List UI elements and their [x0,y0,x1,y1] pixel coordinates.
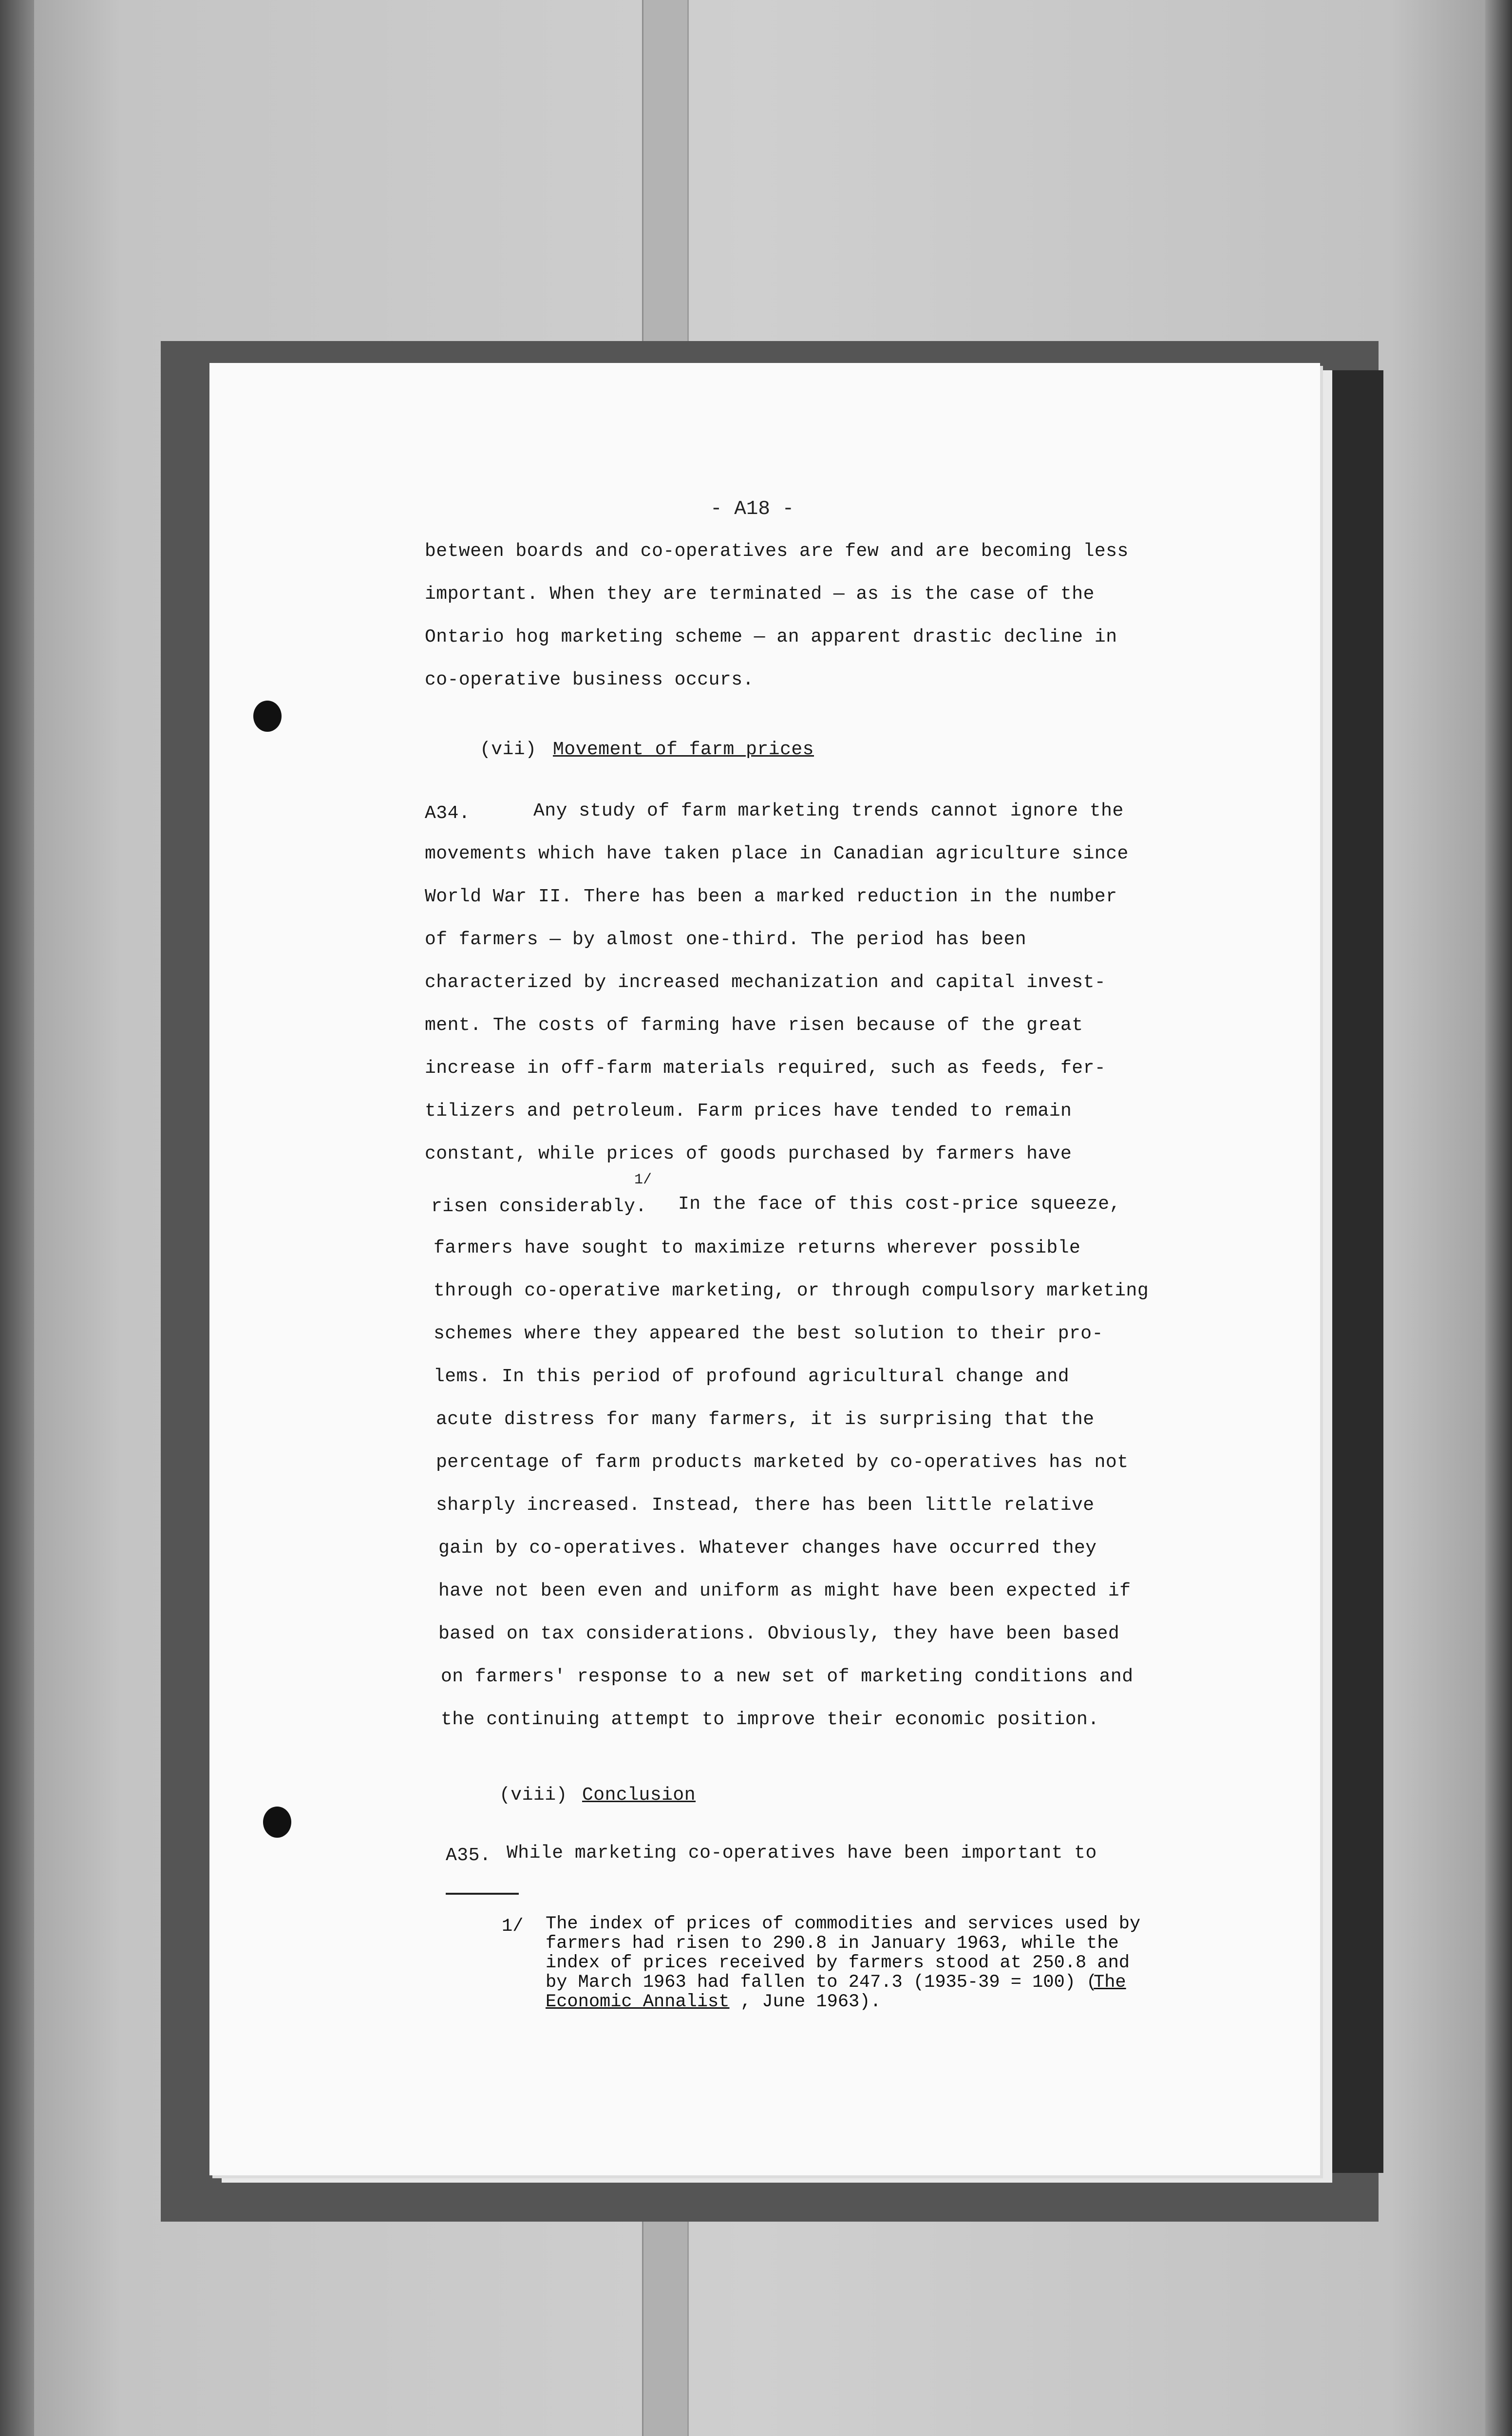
text-line: constant, while prices of goods purchased by farmers have [425,1143,1072,1164]
text-line: between boards and co-operatives are few and are becoming less [425,541,1129,562]
footnote-line: index of prices received by farmers stood at 250.8 and [546,1953,1130,1973]
text-line: percentage of farm products marketed by co-operatives has not [436,1452,1129,1473]
section-heading: Movement of farm prices [553,739,814,760]
footnote-line: by March 1963 had fallen to 247.3 (1935-39 = 100) ( [546,1972,1097,1993]
punch-hole-top [253,701,282,732]
text-line: of farmers — by almost one-third. The period has been [425,929,1027,950]
footnote-marker: 1/ [502,1916,524,1937]
text-line: ment. The costs of farming have risen because of the great [425,1015,1083,1036]
footnote-reference: 1/ [634,1172,652,1188]
text-line: movements which have taken place in Canadian agriculture since [425,843,1129,864]
text-line: Ontario hog marketing scheme — an apparent drastic decline in [425,627,1117,647]
text-line: farmers have sought to maximize returns wherever possible [434,1237,1081,1258]
text-line: through co-operative marketing, or through compulsory marketing [434,1280,1149,1301]
text-line: Any study of farm marketing trends cannot ignore the [533,800,1124,821]
scan-edge-left [0,0,34,2436]
text-line: tilizers and petroleum. Farm prices have tended to remain [425,1101,1072,1122]
footnote-line: farmers had risen to 290.8 in January 1963, while the [546,1933,1119,1954]
text-line: have not been even and uniform as might have been expected if [438,1580,1131,1601]
footnote-citation: The [1094,1972,1126,1993]
text-line: While marketing co-operatives have been important to [507,1843,1097,1864]
text-line: characterized by increased mechanization and capital invest- [425,972,1106,993]
paragraph-label: A35. [446,1845,491,1866]
text-line: gain by co-operatives. Whatever changes have occurred they [438,1538,1097,1559]
footnote-line: The index of prices of commodities and services used by [546,1914,1141,1934]
footnote-citation: Economic Annalist [546,1992,730,2012]
text-line: schemes where they appeared the best solution to their pro- [434,1323,1103,1344]
footnote-divider [446,1893,519,1895]
text-line: on farmers' response to a new set of marketing conditions and [441,1666,1134,1687]
section-number: (vii) [480,739,537,760]
punch-hole-bottom [263,1807,291,1838]
text-line: based on tax considerations. Obviously, they have been based [438,1623,1120,1644]
section-number: (viii) [499,1785,567,1806]
text-line: In the face of this cost-price squeeze, [678,1194,1121,1215]
paragraph-label: A34. [425,803,471,824]
text-line: risen considerably. [431,1196,647,1217]
text-line: important. When they are terminated — as is the case of the [425,584,1095,605]
page-number: - A18 - [710,498,794,520]
section-heading: Conclusion [582,1785,696,1806]
text-line: World War II. There has been a marked reduction in the number [425,886,1117,907]
text-line: co-operative business occurs. [425,669,754,690]
text-line: the continuing attempt to improve their economic position. [441,1709,1099,1730]
text-line: lems. In this period of profound agricultural change and [434,1366,1070,1387]
scan-edge-right [1485,0,1512,2436]
text-line: increase in off-farm materials required, such as feeds, fer- [425,1058,1106,1079]
text-line: sharply increased. Instead, there has been little relative [436,1495,1095,1516]
text-line: acute distress for many farmers, it is surprising that the [436,1409,1095,1430]
footnote-line: , June 1963). [740,1992,881,2012]
